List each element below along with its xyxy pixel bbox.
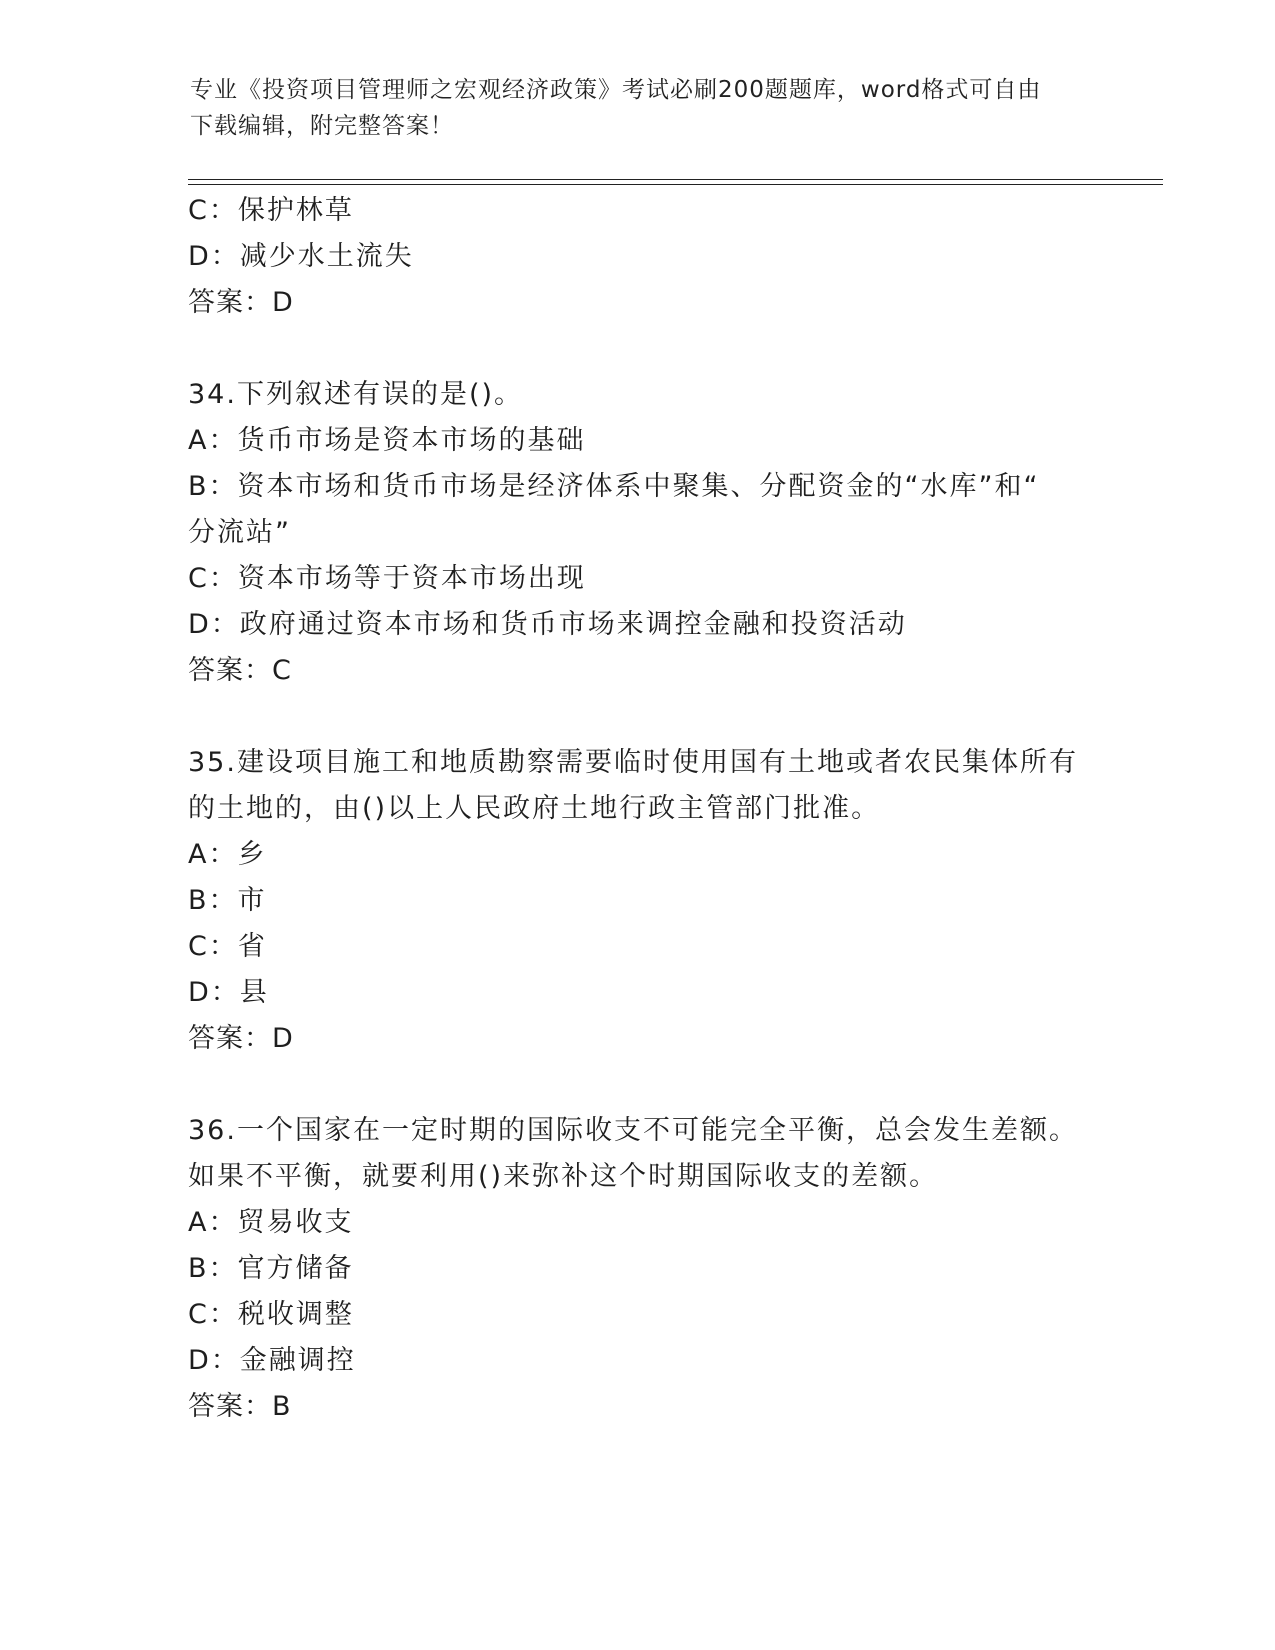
option-d: D：政府通过资本市场和货币市场来调控金融和投资活动 <box>188 609 907 640</box>
option-b: B：市 <box>188 885 267 916</box>
header-line-1: 专业《投资项目管理师之宏观经济政策》考试必刷200题题库，word格式可自由 <box>190 77 1042 103</box>
question-stem-continued: 如果不平衡，就要利用()来弥补这个时期国际收支的差额。 <box>188 1161 939 1192</box>
header-line-2: 下载编辑，附完整答案！ <box>190 113 454 139</box>
question-35-block <box>188 740 1088 1062</box>
spacer <box>188 326 1088 372</box>
document-header <box>190 72 1090 144</box>
question-36-block <box>188 1108 1088 1430</box>
option-b: B：官方储备 <box>188 1253 354 1284</box>
question-stem: 35.建设项目施工和地质勘察需要临时使用国有土地或者农民集体所有 <box>188 747 1078 778</box>
question-content <box>188 188 1088 1430</box>
question-stem: 34.下列叙述有误的是()。 <box>188 379 524 410</box>
question-stem: 36.一个国家在一定时期的国际收支不可能完全平衡，总会发生差额。 <box>188 1115 1078 1146</box>
spacer <box>188 1062 1088 1108</box>
option-a: A：货币市场是资本市场的基础 <box>188 425 586 456</box>
option-c: C：保护林草 <box>188 195 354 226</box>
option-b: B：资本市场和货币市场是经济体系中聚集、分配资金的“水库”和“ <box>188 471 1040 502</box>
question-stem-continued: 的土地的，由()以上人民政府土地行政主管部门批准。 <box>188 793 881 824</box>
option-c: C：资本市场等于资本市场出现 <box>188 563 586 594</box>
option-c: C：税收调整 <box>188 1299 354 1330</box>
answer-line: 答案：D <box>188 1023 294 1054</box>
answer-line: 答案：D <box>188 287 294 318</box>
question-34-block <box>188 372 1088 694</box>
option-d: D：金融调控 <box>188 1345 356 1376</box>
prev-question-block <box>188 188 1088 326</box>
option-c: C：省 <box>188 931 267 962</box>
header-divider-top <box>188 179 1163 180</box>
spacer <box>188 694 1088 740</box>
option-d: D：县 <box>188 977 269 1008</box>
answer-line: 答案：B <box>188 1391 292 1422</box>
option-b-continued: 分流站” <box>188 517 291 548</box>
header-divider-bottom <box>188 184 1163 185</box>
answer-line: 答案：C <box>188 655 292 686</box>
option-a: A：乡 <box>188 839 267 870</box>
option-a: A：贸易收支 <box>188 1207 354 1238</box>
option-d: D：减少水土流失 <box>188 241 414 272</box>
